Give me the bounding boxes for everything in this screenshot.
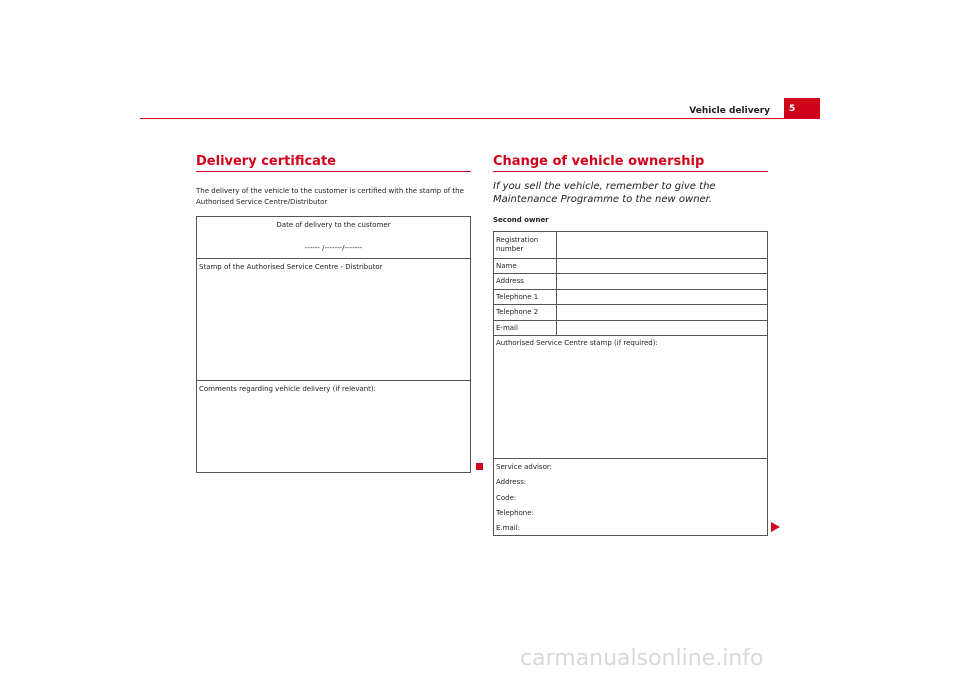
header-rule	[140, 118, 820, 119]
advisor-email-label: E.mail:	[496, 524, 521, 532]
name-value-field[interactable]	[558, 259, 766, 272]
address-value-field[interactable]	[558, 274, 766, 288]
advisor-label: Service advisor:	[496, 463, 552, 471]
advisor-code-label: Code:	[496, 494, 517, 502]
section-end-icon	[476, 463, 483, 470]
field-label-registration: Registration number	[496, 236, 539, 253]
date-input[interactable]: ------ /-------/-------	[304, 244, 363, 252]
advisor-address-label: Address:	[496, 478, 527, 486]
delivery-certificate-heading: Delivery certificate	[196, 154, 336, 169]
registration-value-field[interactable]	[558, 232, 766, 257]
telephone-1-value-field[interactable]	[558, 290, 766, 303]
right-heading-rule	[493, 171, 768, 172]
next-page-arrow-icon	[771, 522, 780, 532]
watermark: carmanualsonline.info	[520, 646, 764, 671]
field-label-email: E-mail	[496, 324, 518, 332]
field-label-address: Address	[496, 277, 524, 285]
section-title: Vehicle delivery	[689, 106, 770, 116]
field-label-telephone-1: Telephone 1	[496, 293, 539, 301]
advisor-telephone-label: Telephone:	[496, 509, 534, 517]
telephone-2-value-field[interactable]	[558, 305, 766, 319]
change-ownership-heading: Change of vehicle ownership	[493, 154, 705, 169]
service-stamp-area[interactable]: Authorised Service Centre stamp (if required):	[496, 339, 658, 347]
page-number: 5	[784, 98, 820, 118]
row-divider	[493, 335, 768, 336]
delivery-form	[196, 216, 471, 473]
ownership-intro: If you sell the vehicle, remember to give the Maintenance Programme to the new owner.	[493, 181, 716, 205]
left-heading-rule	[196, 171, 471, 172]
email-value-field[interactable]	[558, 321, 766, 334]
field-label-name: Name	[496, 262, 517, 270]
comments-area[interactable]: Comments regarding vehicle delivery (if relevant):	[199, 385, 377, 393]
stamp-area[interactable]: Stamp of the Authorised Service Centre - Distributor	[199, 263, 383, 271]
field-label-telephone-2: Telephone 2	[496, 308, 539, 316]
form-divider	[196, 258, 471, 259]
form-divider	[196, 380, 471, 381]
second-owner-label: Second owner	[493, 216, 549, 224]
date-label: Date of delivery to the customer	[276, 221, 391, 229]
row-divider	[493, 458, 768, 459]
delivery-paragraph: The delivery of the vehicle to the customer is certified with the stamp of the Authorised Service Centre/Distributor	[196, 187, 464, 206]
